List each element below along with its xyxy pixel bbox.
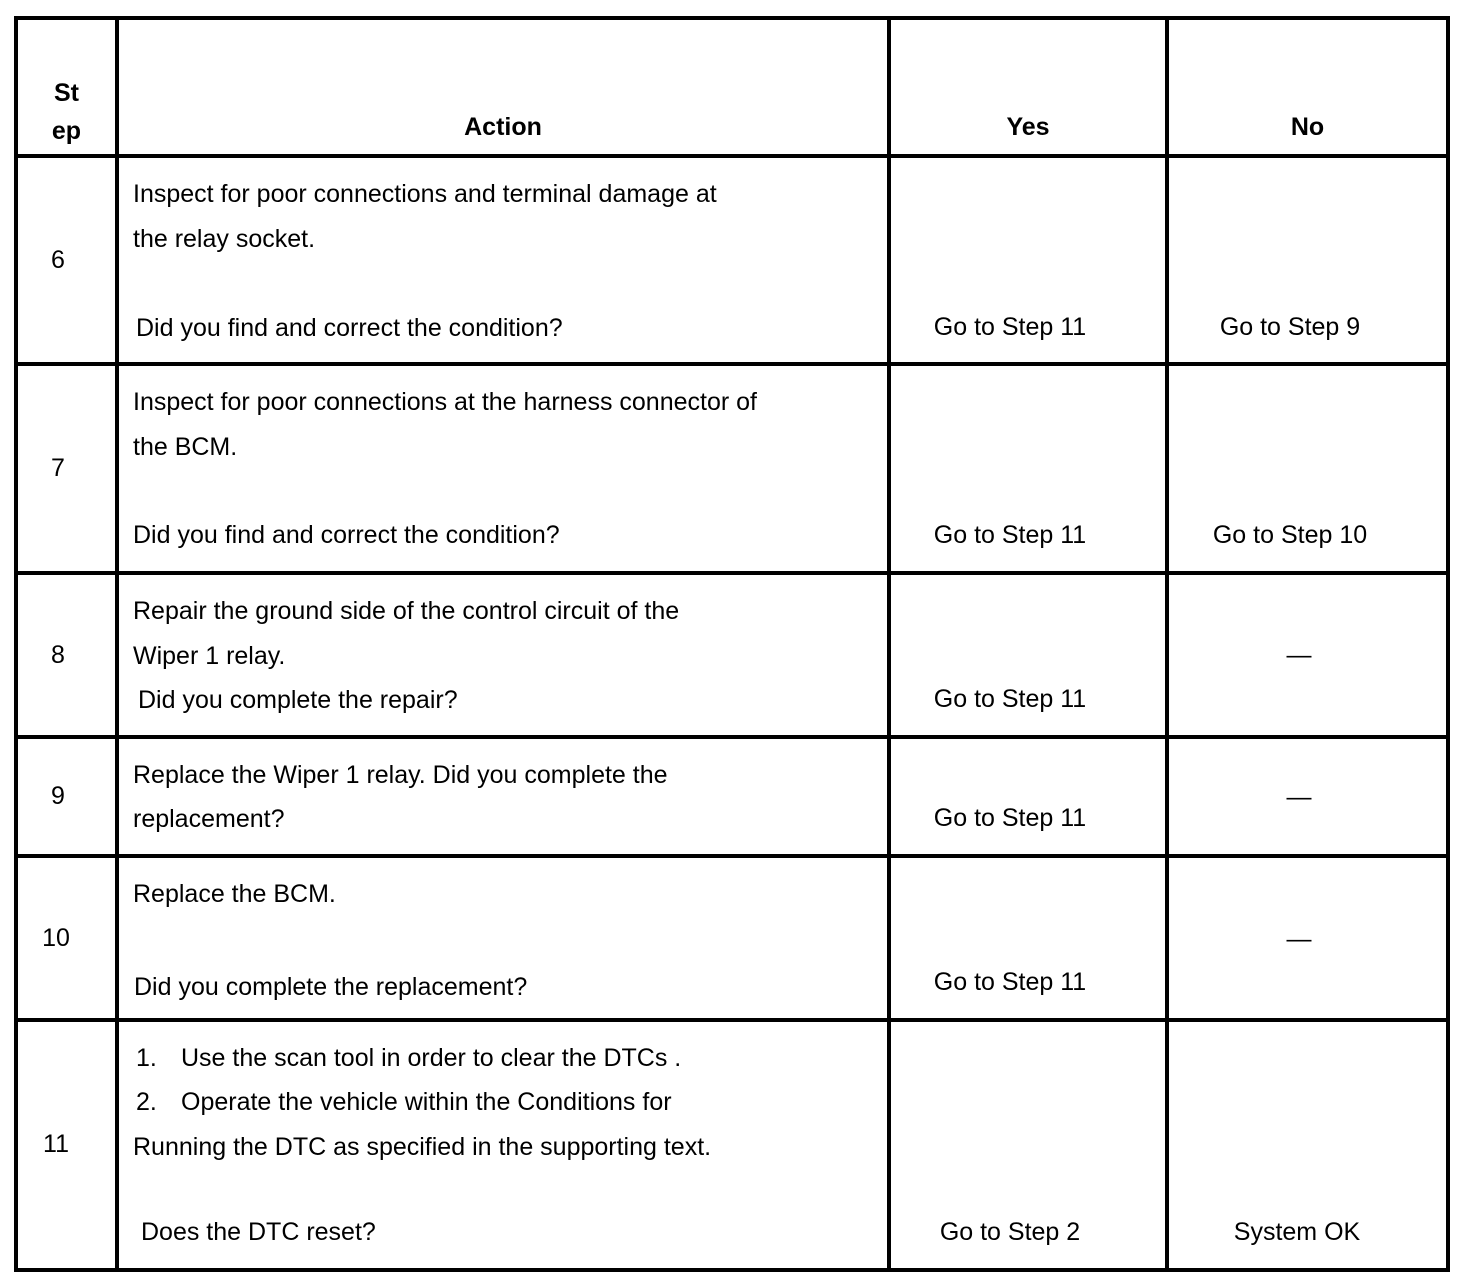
action-text: Replace the BCM. bbox=[133, 880, 336, 908]
action-text: Wiper 1 relay. bbox=[133, 642, 286, 670]
yes-result: Go to Step 11 bbox=[933, 968, 1087, 996]
no-result: — bbox=[1286, 925, 1312, 953]
yes-result: Go to Step 11 bbox=[933, 521, 1087, 549]
yes-result: Go to Step 11 bbox=[933, 685, 1087, 713]
action-text: Inspect for poor connections at the harness connector of bbox=[133, 388, 757, 416]
action-text: Repair the ground side of the control circuit of the bbox=[133, 597, 680, 625]
step-number: 9 bbox=[51, 782, 65, 810]
yes-result: Go to Step 11 bbox=[933, 313, 1087, 341]
no-result: — bbox=[1286, 783, 1312, 811]
col-divider bbox=[1446, 16, 1450, 1272]
no-result: — bbox=[1286, 641, 1312, 669]
step-number: 10 bbox=[42, 924, 70, 952]
question-text: Did you complete the repair? bbox=[138, 686, 458, 714]
header-action: Action bbox=[464, 113, 542, 141]
row-divider bbox=[14, 1018, 1450, 1022]
action-text: the BCM. bbox=[133, 433, 238, 461]
yes-result: Go to Step 2 bbox=[939, 1218, 1081, 1246]
header-no: No bbox=[1290, 113, 1325, 141]
question-text: Did you find and correct the condition? bbox=[136, 314, 563, 342]
no-result: System OK bbox=[1233, 1218, 1361, 1246]
step-number: 8 bbox=[51, 641, 65, 669]
list-item-number: 2. bbox=[136, 1088, 157, 1116]
action-text: replacement? bbox=[133, 805, 285, 833]
header-step-line1: St bbox=[54, 79, 79, 107]
col-divider bbox=[887, 16, 891, 1272]
row-divider bbox=[14, 154, 1450, 158]
row-divider bbox=[14, 854, 1450, 858]
question-text: Did you find and correct the condition? bbox=[133, 521, 560, 549]
row-divider bbox=[14, 362, 1450, 366]
no-result: Go to Step 10 bbox=[1212, 521, 1368, 549]
question-text: Does the DTC reset? bbox=[141, 1218, 376, 1246]
header-step-line2: ep bbox=[51, 117, 82, 145]
table-border-top bbox=[14, 16, 1450, 20]
diagnostic-table bbox=[14, 16, 1450, 1272]
question-text: Did you complete the replacement? bbox=[134, 973, 528, 1001]
row-divider bbox=[14, 735, 1450, 739]
action-text: the relay socket. bbox=[133, 225, 316, 253]
list-item-number: 1. bbox=[136, 1044, 157, 1072]
step-number: 7 bbox=[51, 454, 65, 482]
step-number: 11 bbox=[43, 1130, 69, 1158]
action-text: Inspect for poor connections and terminal damage at bbox=[133, 180, 717, 208]
col-divider bbox=[115, 16, 119, 1272]
action-text: Replace the Wiper 1 relay. Did you complete the bbox=[133, 761, 668, 789]
header-yes: Yes bbox=[1006, 113, 1050, 141]
no-result: Go to Step 9 bbox=[1219, 313, 1361, 341]
yes-result: Go to Step 11 bbox=[933, 804, 1087, 832]
list-item-text: Use the scan tool in order to clear the DTCs . bbox=[181, 1044, 682, 1072]
row-divider bbox=[14, 571, 1450, 575]
header-step bbox=[18, 74, 115, 150]
table-border-bottom bbox=[14, 1268, 1450, 1272]
step-number: 6 bbox=[51, 246, 65, 274]
list-item-continuation: Running the DTC as specified in the supporting text. bbox=[133, 1133, 712, 1161]
list-item-text: Operate the vehicle within the Conditions for bbox=[181, 1088, 672, 1116]
